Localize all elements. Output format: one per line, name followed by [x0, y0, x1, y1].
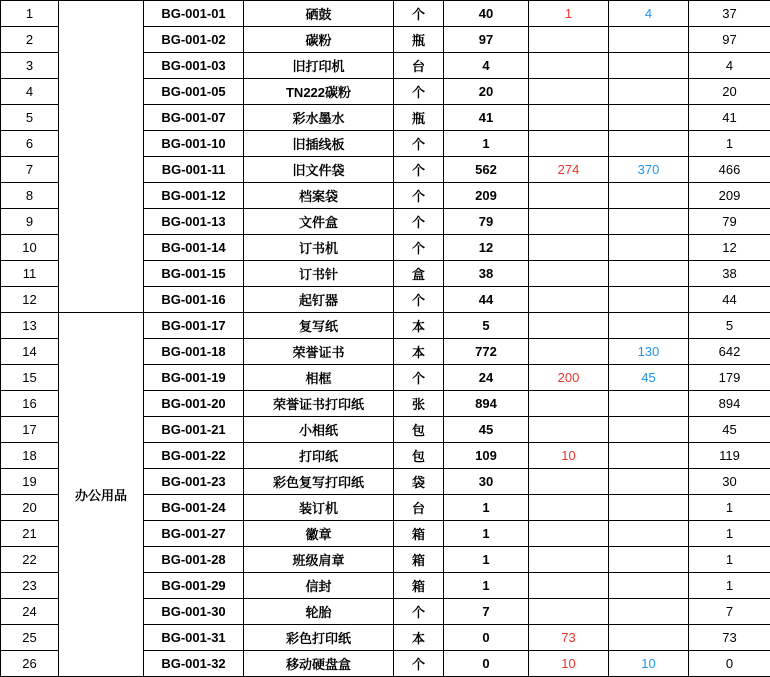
cell-end-qty: 894 [689, 391, 770, 417]
cell-unit: 本 [394, 625, 444, 651]
cell-begin-qty: 5 [444, 313, 529, 339]
cell-end-qty: 1 [689, 131, 770, 157]
cell-end-qty: 4 [689, 53, 770, 79]
cell-row-number: 25 [1, 625, 59, 651]
cell-out-qty: 10 [609, 651, 689, 677]
cell-code: BG-001-16 [144, 287, 244, 313]
cell-end-qty: 97 [689, 27, 770, 53]
cell-unit: 个 [394, 183, 444, 209]
cell-begin-qty: 44 [444, 287, 529, 313]
cell-begin-qty: 0 [444, 651, 529, 677]
cell-end-qty: 1 [689, 573, 770, 599]
cell-code: BG-001-19 [144, 365, 244, 391]
cell-code: BG-001-15 [144, 261, 244, 287]
cell-begin-qty: 12 [444, 235, 529, 261]
cell-row-number: 20 [1, 495, 59, 521]
cell-out-qty [609, 521, 689, 547]
cell-end-qty: 44 [689, 287, 770, 313]
cell-begin-qty: 109 [444, 443, 529, 469]
cell-name: 打印纸 [244, 443, 394, 469]
cell-out-qty [609, 599, 689, 625]
cell-end-qty: 7 [689, 599, 770, 625]
cell-row-number: 22 [1, 547, 59, 573]
cell-row-number: 14 [1, 339, 59, 365]
cell-begin-qty: 562 [444, 157, 529, 183]
cell-name: 荣誉证书 [244, 339, 394, 365]
cell-out-qty [609, 417, 689, 443]
cell-out-qty [609, 183, 689, 209]
cell-code: BG-001-10 [144, 131, 244, 157]
cell-row-number: 5 [1, 105, 59, 131]
cell-out-qty [609, 105, 689, 131]
cell-in-qty [529, 599, 609, 625]
cell-begin-qty: 30 [444, 469, 529, 495]
cell-in-qty: 274 [529, 157, 609, 183]
cell-end-qty: 12 [689, 235, 770, 261]
cell-end-qty: 5 [689, 313, 770, 339]
cell-out-qty [609, 287, 689, 313]
cell-row-number: 4 [1, 79, 59, 105]
cell-code: BG-001-17 [144, 313, 244, 339]
cell-unit: 包 [394, 443, 444, 469]
cell-name: 旧插线板 [244, 131, 394, 157]
cell-code: BG-001-21 [144, 417, 244, 443]
cell-code: BG-001-30 [144, 599, 244, 625]
cell-out-qty [609, 443, 689, 469]
cell-in-qty [529, 131, 609, 157]
cell-code: BG-001-18 [144, 339, 244, 365]
cell-end-qty: 37 [689, 1, 770, 27]
cell-row-number: 10 [1, 235, 59, 261]
cell-name: 起钉器 [244, 287, 394, 313]
cell-unit: 个 [394, 131, 444, 157]
cell-begin-qty: 1 [444, 547, 529, 573]
cell-out-qty [609, 261, 689, 287]
cell-name: 小相纸 [244, 417, 394, 443]
cell-end-qty: 41 [689, 105, 770, 131]
cell-row-number: 8 [1, 183, 59, 209]
cell-unit: 个 [394, 209, 444, 235]
cell-end-qty: 1 [689, 495, 770, 521]
cell-out-qty: 45 [609, 365, 689, 391]
cell-begin-qty: 97 [444, 27, 529, 53]
cell-begin-qty: 7 [444, 599, 529, 625]
cell-begin-qty: 772 [444, 339, 529, 365]
cell-row-number: 12 [1, 287, 59, 313]
cell-out-qty [609, 27, 689, 53]
cell-end-qty: 642 [689, 339, 770, 365]
cell-in-qty [529, 287, 609, 313]
cell-end-qty: 0 [689, 651, 770, 677]
cell-end-qty: 209 [689, 183, 770, 209]
cell-out-qty [609, 573, 689, 599]
cell-name: TN222碳粉 [244, 79, 394, 105]
cell-row-number: 2 [1, 27, 59, 53]
cell-out-qty [609, 495, 689, 521]
cell-name: 旧文件袋 [244, 157, 394, 183]
cell-name: 档案袋 [244, 183, 394, 209]
cell-name: 彩色复写打印纸 [244, 469, 394, 495]
cell-in-qty [529, 391, 609, 417]
cell-name: 班级肩章 [244, 547, 394, 573]
cell-name: 文件盒 [244, 209, 394, 235]
cell-in-qty [529, 495, 609, 521]
cell-end-qty: 119 [689, 443, 770, 469]
cell-unit: 个 [394, 287, 444, 313]
cell-row-number: 18 [1, 443, 59, 469]
cell-out-qty [609, 131, 689, 157]
cell-begin-qty: 209 [444, 183, 529, 209]
cell-name: 碳粉 [244, 27, 394, 53]
cell-end-qty: 179 [689, 365, 770, 391]
cell-out-qty [609, 79, 689, 105]
cell-unit: 个 [394, 599, 444, 625]
cell-end-qty: 20 [689, 79, 770, 105]
cell-in-qty [529, 261, 609, 287]
cell-code: BG-001-07 [144, 105, 244, 131]
cell-code: BG-001-29 [144, 573, 244, 599]
cell-in-qty [529, 547, 609, 573]
cell-code: BG-001-05 [144, 79, 244, 105]
cell-name: 移动硬盘盒 [244, 651, 394, 677]
cell-unit: 箱 [394, 547, 444, 573]
cell-row-number: 26 [1, 651, 59, 677]
cell-unit: 张 [394, 391, 444, 417]
cell-in-qty: 1 [529, 1, 609, 27]
cell-in-qty [529, 27, 609, 53]
cell-begin-qty: 79 [444, 209, 529, 235]
cell-unit: 袋 [394, 469, 444, 495]
cell-out-qty: 370 [609, 157, 689, 183]
cell-end-qty: 38 [689, 261, 770, 287]
cell-name: 硒鼓 [244, 1, 394, 27]
cell-unit: 瓶 [394, 105, 444, 131]
cell-begin-qty: 40 [444, 1, 529, 27]
cell-category: 办公用品 [59, 313, 144, 677]
cell-out-qty [609, 313, 689, 339]
cell-row-number: 9 [1, 209, 59, 235]
cell-row-number: 19 [1, 469, 59, 495]
cell-name: 轮胎 [244, 599, 394, 625]
cell-in-qty [529, 53, 609, 79]
cell-name: 彩色打印纸 [244, 625, 394, 651]
cell-unit: 包 [394, 417, 444, 443]
cell-unit: 个 [394, 1, 444, 27]
cell-name: 荣誉证书打印纸 [244, 391, 394, 417]
table-row [1, 1, 770, 27]
cell-code: BG-001-24 [144, 495, 244, 521]
cell-in-qty [529, 313, 609, 339]
cell-unit: 个 [394, 79, 444, 105]
cell-out-qty [609, 469, 689, 495]
cell-out-qty [609, 53, 689, 79]
cell-in-qty [529, 105, 609, 131]
cell-begin-qty: 1 [444, 521, 529, 547]
cell-in-qty [529, 235, 609, 261]
cell-name: 信封 [244, 573, 394, 599]
cell-in-qty [529, 417, 609, 443]
cell-out-qty [609, 625, 689, 651]
cell-begin-qty: 4 [444, 53, 529, 79]
cell-begin-qty: 1 [444, 495, 529, 521]
cell-out-qty [609, 391, 689, 417]
cell-name: 装订机 [244, 495, 394, 521]
cell-begin-qty: 894 [444, 391, 529, 417]
cell-in-qty: 10 [529, 443, 609, 469]
cell-in-qty [529, 469, 609, 495]
cell-name: 订书机 [244, 235, 394, 261]
cell-end-qty: 73 [689, 625, 770, 651]
cell-row-number: 23 [1, 573, 59, 599]
cell-row-number: 15 [1, 365, 59, 391]
cell-end-qty: 466 [689, 157, 770, 183]
cell-unit: 台 [394, 495, 444, 521]
cell-end-qty: 1 [689, 521, 770, 547]
cell-begin-qty: 20 [444, 79, 529, 105]
cell-code: BG-001-20 [144, 391, 244, 417]
cell-code: BG-001-11 [144, 157, 244, 183]
cell-end-qty: 79 [689, 209, 770, 235]
cell-row-number: 11 [1, 261, 59, 287]
cell-code: BG-001-31 [144, 625, 244, 651]
cell-row-number: 24 [1, 599, 59, 625]
cell-out-qty: 4 [609, 1, 689, 27]
cell-out-qty [609, 209, 689, 235]
cell-unit: 个 [394, 235, 444, 261]
cell-unit: 个 [394, 157, 444, 183]
cell-begin-qty: 24 [444, 365, 529, 391]
cell-code: BG-001-13 [144, 209, 244, 235]
cell-begin-qty: 0 [444, 625, 529, 651]
cell-unit: 瓶 [394, 27, 444, 53]
cell-unit: 箱 [394, 573, 444, 599]
cell-code: BG-001-22 [144, 443, 244, 469]
cell-begin-qty: 45 [444, 417, 529, 443]
cell-row-number: 7 [1, 157, 59, 183]
cell-name: 彩水墨水 [244, 105, 394, 131]
cell-row-number: 3 [1, 53, 59, 79]
cell-row-number: 21 [1, 521, 59, 547]
cell-begin-qty: 41 [444, 105, 529, 131]
cell-end-qty: 30 [689, 469, 770, 495]
cell-code: BG-001-14 [144, 235, 244, 261]
cell-in-qty [529, 183, 609, 209]
cell-row-number: 6 [1, 131, 59, 157]
cell-end-qty: 45 [689, 417, 770, 443]
cell-in-qty [529, 209, 609, 235]
cell-row-number: 13 [1, 313, 59, 339]
cell-in-qty [529, 573, 609, 599]
cell-unit: 本 [394, 339, 444, 365]
cell-name: 旧打印机 [244, 53, 394, 79]
cell-code: BG-001-28 [144, 547, 244, 573]
cell-code: BG-001-27 [144, 521, 244, 547]
cell-code: BG-001-03 [144, 53, 244, 79]
cell-code: BG-001-02 [144, 27, 244, 53]
inventory-table-body [1, 1, 770, 677]
cell-in-qty [529, 521, 609, 547]
cell-unit: 箱 [394, 521, 444, 547]
cell-name: 复写纸 [244, 313, 394, 339]
cell-unit: 台 [394, 53, 444, 79]
cell-code: BG-001-12 [144, 183, 244, 209]
cell-in-qty [529, 339, 609, 365]
cell-in-qty: 73 [529, 625, 609, 651]
cell-row-number: 17 [1, 417, 59, 443]
cell-code: BG-001-01 [144, 1, 244, 27]
cell-row-number: 16 [1, 391, 59, 417]
cell-out-qty [609, 235, 689, 261]
cell-in-qty: 10 [529, 651, 609, 677]
cell-end-qty: 1 [689, 547, 770, 573]
table-row [1, 313, 770, 339]
cell-unit: 个 [394, 365, 444, 391]
cell-out-qty: 130 [609, 339, 689, 365]
cell-in-qty [529, 79, 609, 105]
cell-unit: 本 [394, 313, 444, 339]
cell-in-qty: 200 [529, 365, 609, 391]
cell-unit: 盒 [394, 261, 444, 287]
cell-begin-qty: 38 [444, 261, 529, 287]
cell-begin-qty: 1 [444, 131, 529, 157]
cell-out-qty [609, 547, 689, 573]
cell-name: 徽章 [244, 521, 394, 547]
cell-code: BG-001-32 [144, 651, 244, 677]
cell-name: 订书针 [244, 261, 394, 287]
cell-name: 相框 [244, 365, 394, 391]
cell-begin-qty: 1 [444, 573, 529, 599]
cell-category-spacer [59, 1, 144, 313]
cell-row-number: 1 [1, 1, 59, 27]
cell-code: BG-001-23 [144, 469, 244, 495]
cell-unit: 个 [394, 651, 444, 677]
